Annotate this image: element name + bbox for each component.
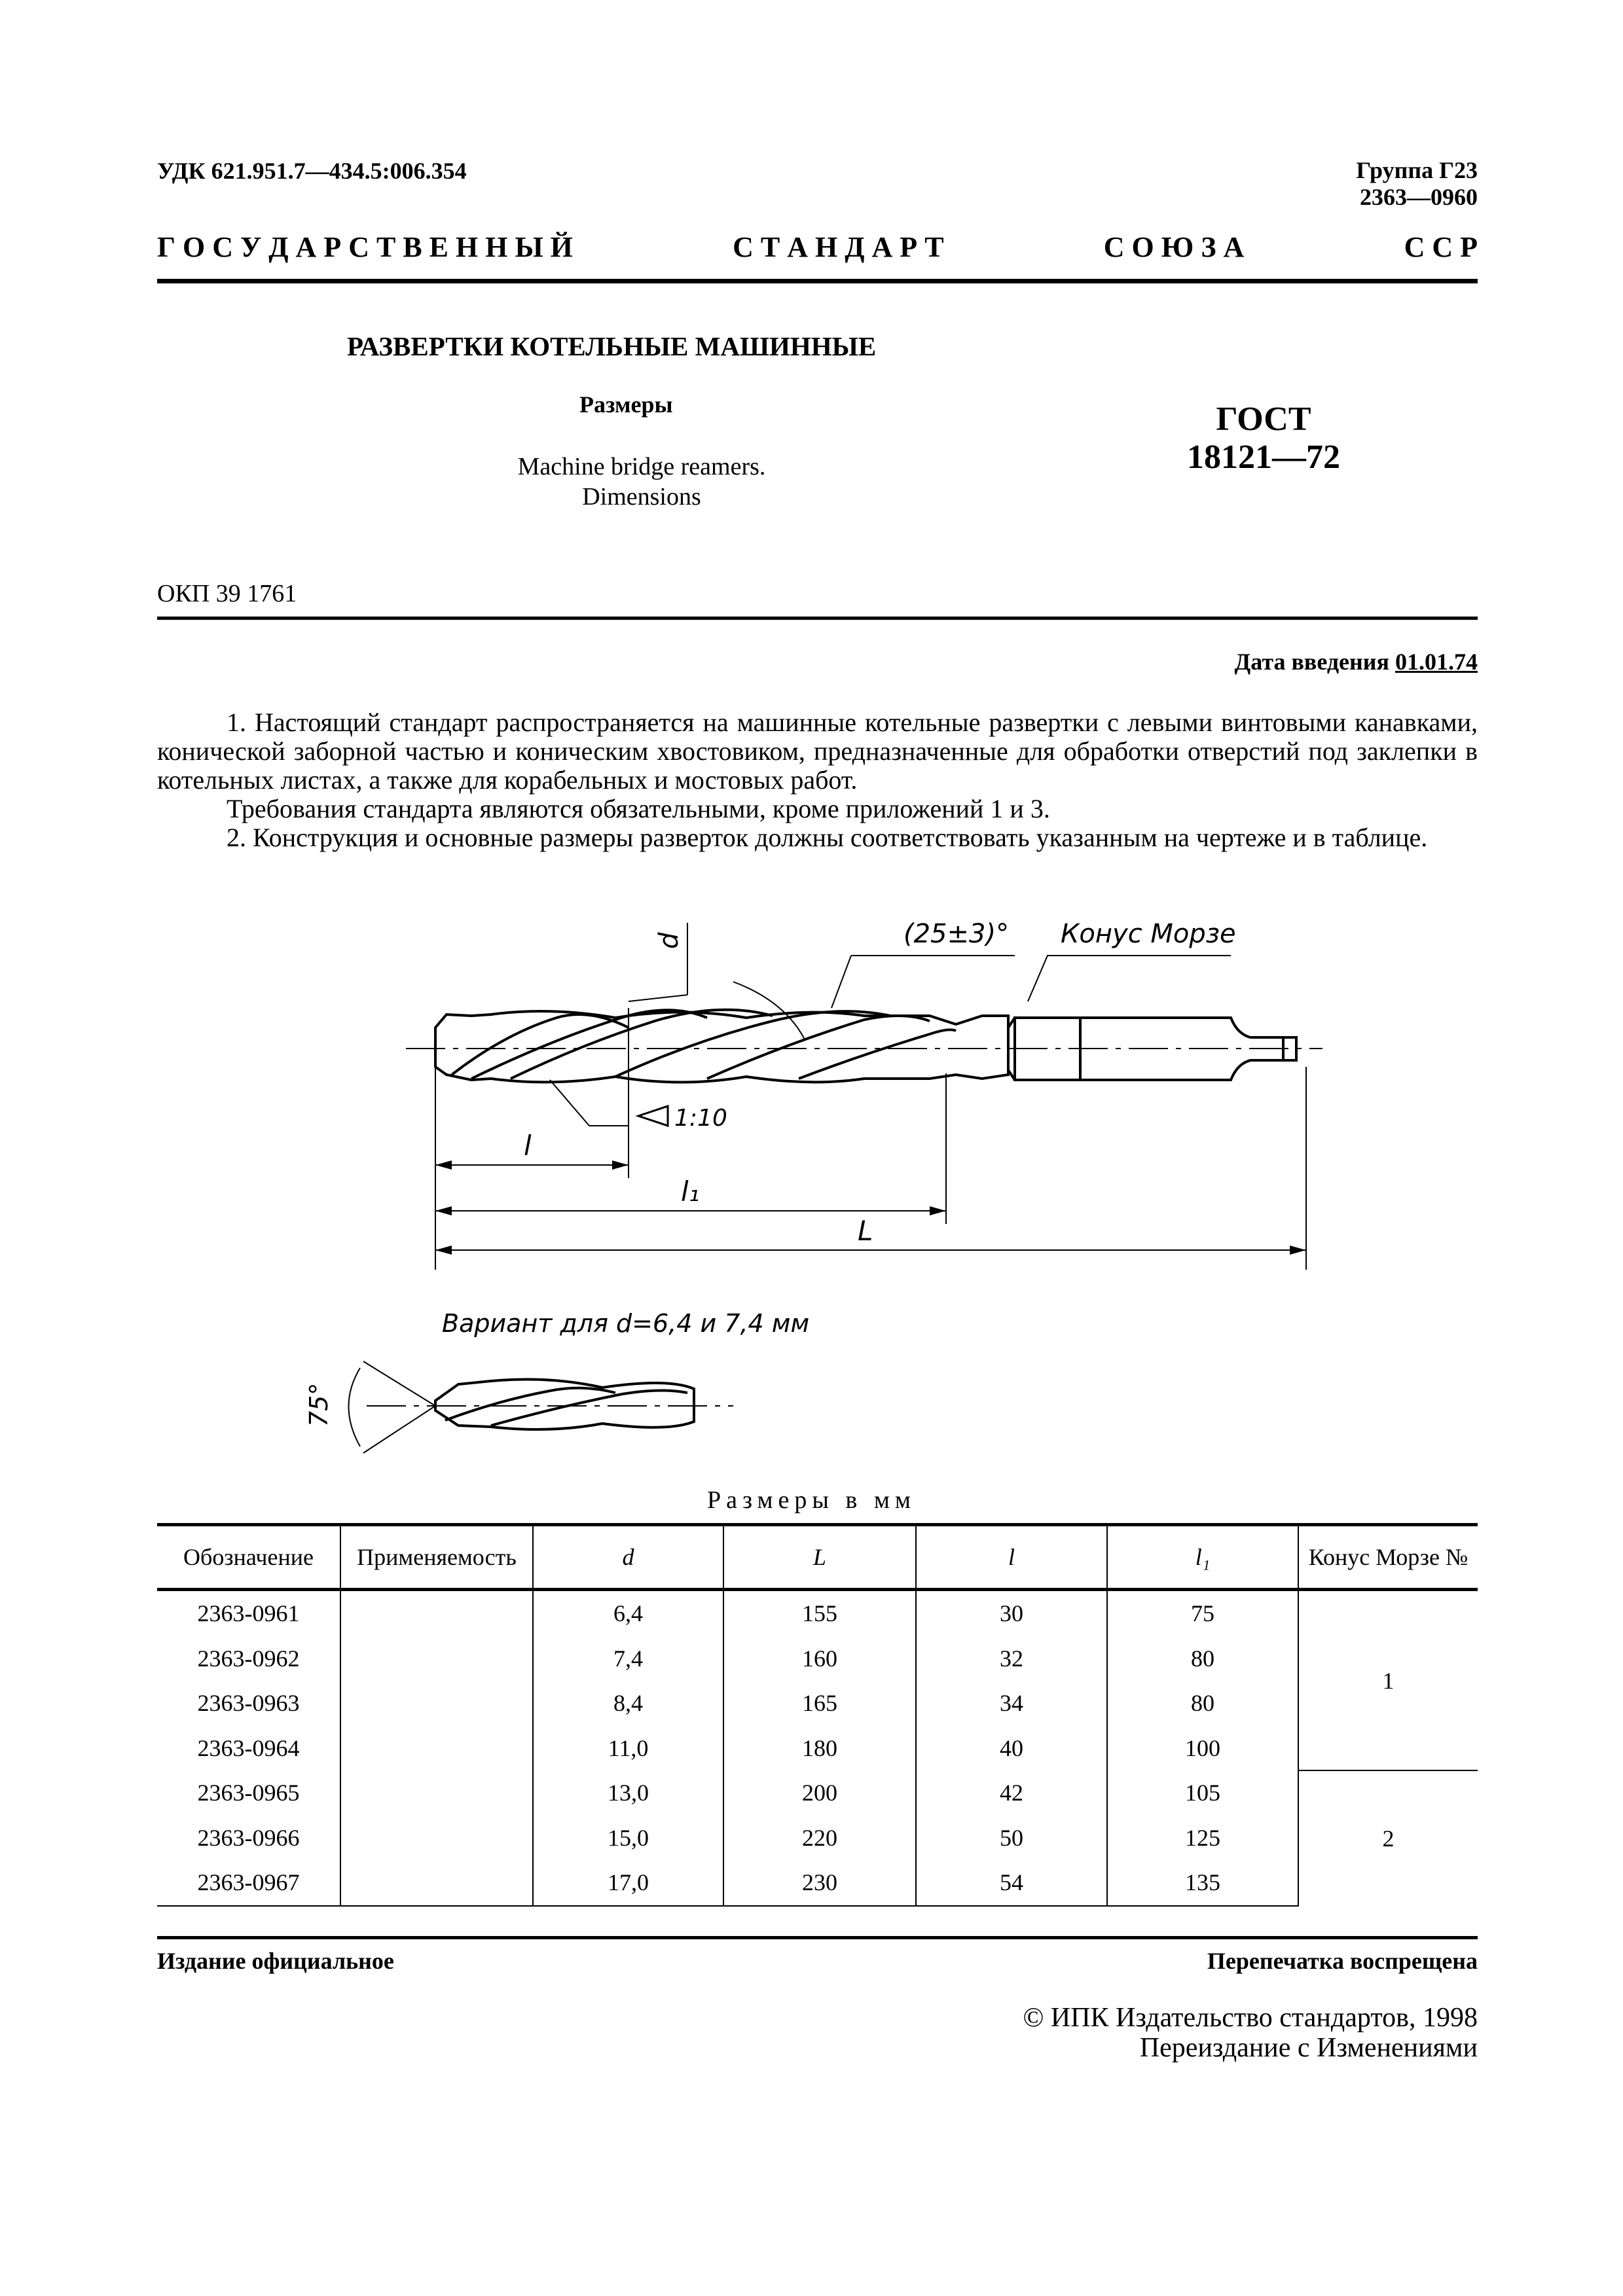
cell-L: 160 bbox=[723, 1636, 916, 1681]
cell-applicability bbox=[340, 1636, 533, 1681]
footer-divider bbox=[157, 1936, 1478, 1939]
gost-code: 18121—72 bbox=[1187, 439, 1340, 476]
cell-l: 50 bbox=[916, 1816, 1107, 1861]
table-row bbox=[157, 1816, 1478, 1861]
cell-l1: 100 bbox=[1107, 1726, 1298, 1771]
paragraph-2: Требования стандарта являются обязательными, кроме приложений 1 и 3. bbox=[227, 794, 1050, 823]
cell-applicability bbox=[340, 1816, 533, 1861]
table-header-row bbox=[157, 1525, 1478, 1590]
cell-morse-taper-2: 2 bbox=[1298, 1770, 1478, 1906]
paragraph-3: 2. Конструкция и основные размеры разверток должны соответствовать указанным на чертеже и в таблице. bbox=[227, 823, 1428, 852]
date-label: Дата введения bbox=[1234, 649, 1389, 675]
diameter-label: d bbox=[654, 932, 684, 949]
table-row bbox=[157, 1590, 1478, 1636]
body-text bbox=[157, 708, 1478, 852]
cell-l1: 80 bbox=[1107, 1636, 1298, 1681]
header-designation: Обозначение bbox=[157, 1525, 340, 1590]
introduction-date bbox=[1235, 648, 1478, 675]
cell-l: 32 bbox=[916, 1636, 1107, 1681]
paragraph-1: 1. Настоящий стандарт распространяется на машинные котельные развертки с левыми винтовыми канавками, конической заборной частью и коническим хвостовиком, предназначенные для обработки отверстий под заклепки в котельных листах, а также для корабельных и мостовых работ. bbox=[157, 708, 1478, 795]
length-l-label: l bbox=[524, 1130, 532, 1162]
group-label: Группа Г23 bbox=[1356, 157, 1478, 183]
cell-applicability bbox=[340, 1770, 533, 1816]
publisher-info bbox=[1023, 2003, 1478, 2063]
classification-code: 2363—0960 bbox=[1360, 184, 1478, 211]
english-title bbox=[393, 452, 890, 512]
cell-l: 34 bbox=[916, 1681, 1107, 1726]
cell-L: 220 bbox=[723, 1816, 916, 1861]
cell-l: 30 bbox=[916, 1590, 1107, 1636]
cell-l1: 135 bbox=[1107, 1860, 1298, 1906]
header-l: l bbox=[916, 1525, 1107, 1590]
header-applicability: Применяемость bbox=[340, 1525, 533, 1590]
cell-L: 165 bbox=[723, 1681, 916, 1726]
cell-L: 155 bbox=[723, 1590, 916, 1636]
angle-75-label: 75° bbox=[304, 1382, 333, 1427]
cell-applicability bbox=[340, 1590, 533, 1636]
group-code bbox=[1356, 157, 1478, 211]
cell-designation: 2363-0961 bbox=[197, 1600, 300, 1627]
cell-d: 11,0 bbox=[533, 1726, 723, 1771]
table-row bbox=[157, 1770, 1478, 1816]
cell-designation: 2363-0967 bbox=[157, 1860, 340, 1906]
taper-ratio-label: 1:10 bbox=[674, 1105, 727, 1132]
english-title-line-2: Dimensions bbox=[582, 483, 701, 511]
gost-label: ГОСТ bbox=[1216, 401, 1311, 438]
banner-word-3: С О Ю З А bbox=[1103, 231, 1245, 263]
gost-number bbox=[1165, 401, 1362, 476]
table-row bbox=[157, 1681, 1478, 1726]
header-divider bbox=[157, 279, 1478, 283]
cell-d: 7,4 bbox=[533, 1636, 723, 1681]
cell-designation: 2363-0966 bbox=[197, 1824, 300, 1851]
table-row bbox=[157, 1860, 1478, 1906]
okp-divider bbox=[157, 617, 1478, 620]
header-L: L bbox=[723, 1525, 916, 1590]
cell-d: 6,4 bbox=[533, 1590, 723, 1636]
table-row bbox=[157, 1636, 1478, 1681]
cell-applicability bbox=[340, 1726, 533, 1771]
state-standard-banner bbox=[157, 230, 1478, 264]
cell-d: 15,0 bbox=[533, 1816, 723, 1861]
banner-word-2: С Т А Н Д А Р Т bbox=[733, 231, 944, 263]
english-title-line-1: Machine bridge reamers. bbox=[517, 453, 766, 480]
cell-L: 230 bbox=[723, 1860, 916, 1906]
cell-d: 17,0 bbox=[533, 1860, 723, 1906]
official-edition-label: Издание официальное bbox=[157, 1948, 394, 1974]
document-subtitle: Размеры bbox=[579, 391, 673, 418]
cell-applicability bbox=[340, 1860, 533, 1906]
reamer-drawing bbox=[275, 903, 1349, 1479]
header-l1: l₁ bbox=[1107, 1525, 1298, 1590]
cell-d: 13,0 bbox=[533, 1770, 723, 1816]
cell-l1: 105 bbox=[1107, 1770, 1298, 1816]
header-d: d bbox=[533, 1525, 723, 1590]
okp-code: ОКП 39 1761 bbox=[157, 580, 297, 607]
copyright-line: © ИПК Издательство стандартов, 1998 bbox=[1023, 2003, 1478, 2033]
date-value: 01.01.74 bbox=[1395, 649, 1478, 675]
cell-d: 8,4 bbox=[533, 1681, 723, 1726]
reprint-prohibited-label: Перепечатка воспрещена bbox=[1207, 1948, 1478, 1974]
cell-l: 40 bbox=[916, 1726, 1107, 1771]
header-morse-taper: Конус Морзе № bbox=[1298, 1525, 1478, 1590]
table-caption: Размеры в мм bbox=[707, 1486, 916, 1514]
cell-designation: 2363-0963 bbox=[197, 1690, 300, 1717]
cell-L: 180 bbox=[723, 1726, 916, 1771]
banner-word-4: С С Р bbox=[1404, 231, 1478, 263]
angle-label: (25±3)° bbox=[903, 919, 1010, 949]
udk-code: УДК 621.951.7—434.5:006.354 bbox=[157, 158, 467, 184]
banner-word-1: Г О С У Д А Р С Т В Е Н Н Ы Й bbox=[157, 231, 573, 263]
cell-designation: 2363-0965 bbox=[197, 1780, 300, 1806]
cell-morse-taper-1: 1 bbox=[1298, 1590, 1478, 1771]
dimensions-table bbox=[157, 1523, 1478, 1907]
morse-taper-label: Конус Морзе bbox=[1061, 919, 1236, 949]
cell-l1: 75 bbox=[1107, 1590, 1298, 1636]
document-title: РАЗВЕРТКИ КОТЕЛЬНЫЕ МАШИННЫЕ bbox=[347, 331, 877, 361]
cell-l1: 125 bbox=[1107, 1816, 1298, 1861]
cell-l1: 80 bbox=[1107, 1681, 1298, 1726]
length-l1-label: l₁ bbox=[681, 1175, 700, 1208]
cell-applicability bbox=[340, 1681, 533, 1726]
cell-L: 200 bbox=[723, 1770, 916, 1816]
cell-designation: 2363-0964 bbox=[197, 1734, 300, 1761]
cell-l: 42 bbox=[916, 1770, 1107, 1816]
table-row bbox=[157, 1726, 1478, 1771]
variant-label: Вариант для d=6,4 и 7,4 мм bbox=[442, 1309, 810, 1338]
cell-l: 54 bbox=[916, 1860, 1107, 1906]
reissue-line: Переиздание с Изменениями bbox=[1139, 2033, 1478, 2064]
cell-designation: 2363-0962 bbox=[197, 1645, 300, 1672]
length-L-label: L bbox=[858, 1215, 873, 1247]
